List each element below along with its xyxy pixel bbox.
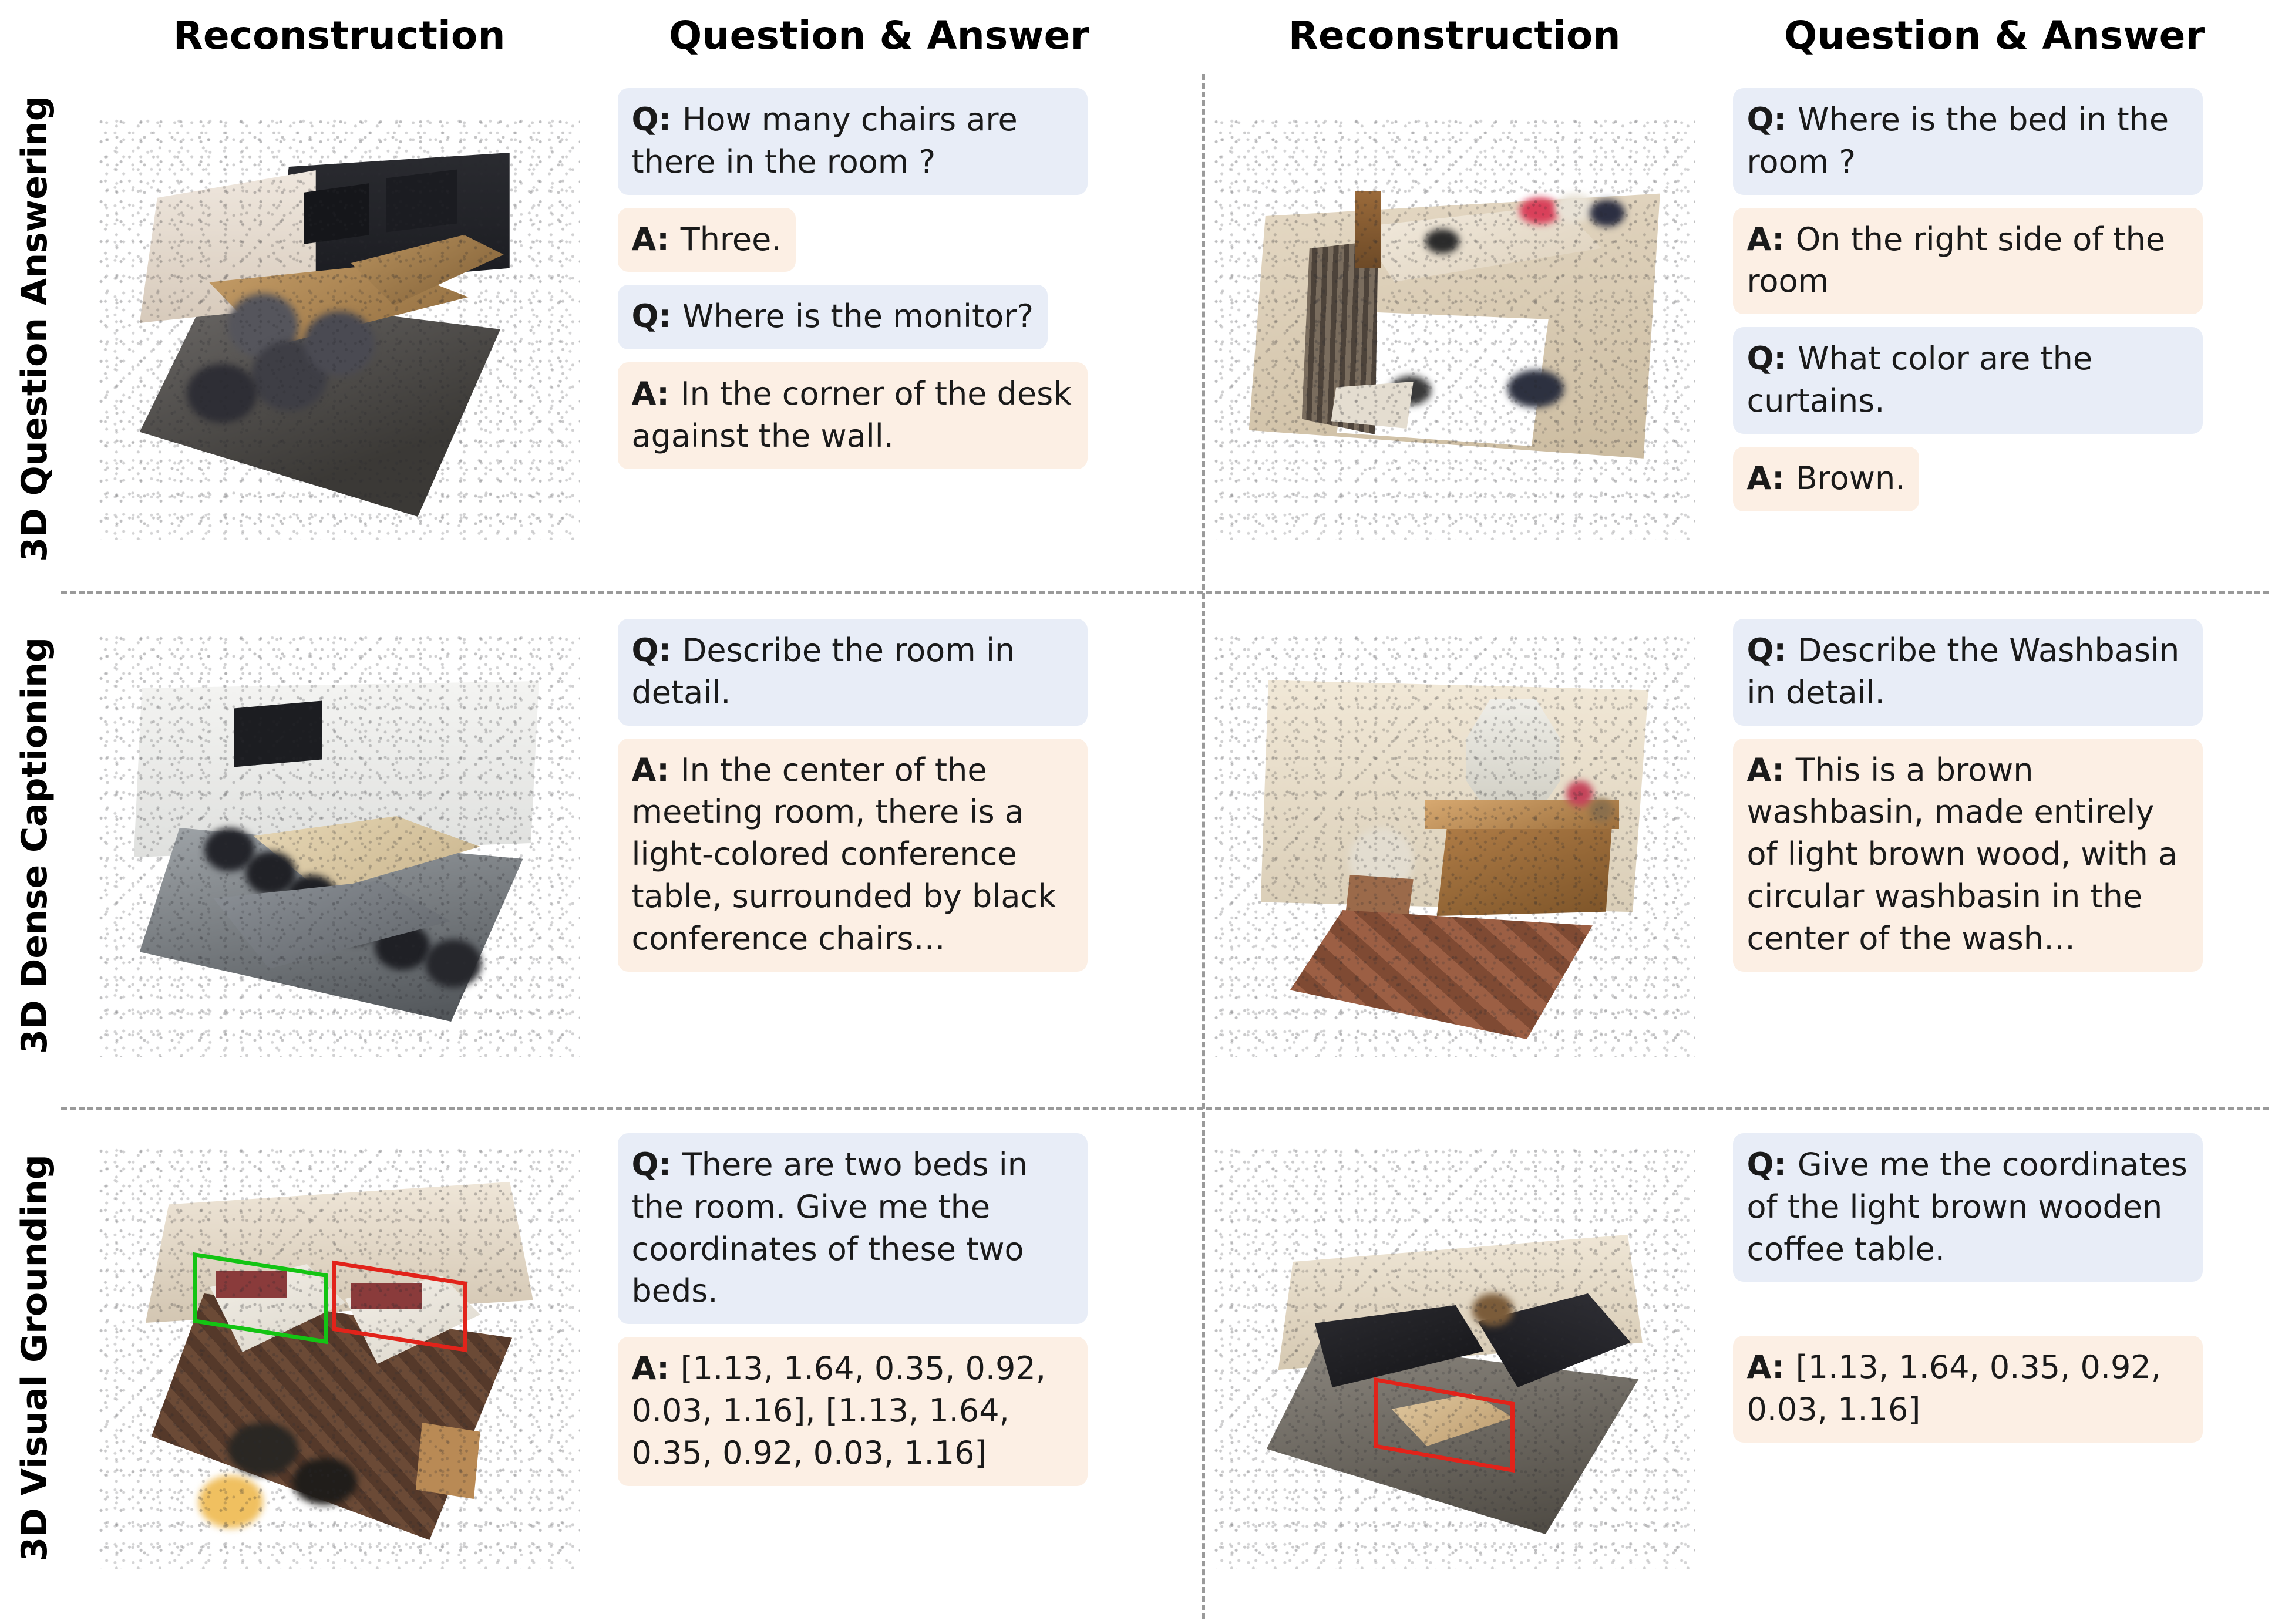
point-cloud-meeting-room — [99, 634, 580, 1057]
a-tag: A: — [631, 375, 681, 413]
qa-meeting-room — [610, 587, 1150, 1104]
row-label-cell-qa — [0, 70, 69, 587]
header-reconstruction-left: Reconstruction — [173, 12, 506, 58]
a-text: Three. — [680, 220, 782, 258]
column-gap — [1149, 1104, 1184, 1612]
q-text: Describe the room in detail. — [631, 632, 1015, 711]
answer-bubble — [1733, 1336, 2203, 1443]
q-text: Describe the Washbasin in detail. — [1746, 632, 2180, 711]
header-qa-right: Question & Answer — [1784, 12, 2205, 58]
examples-grid — [0, 70, 2264, 1612]
qa-bedroom — [1725, 70, 2265, 587]
qa-living-room — [1725, 1104, 2265, 1612]
answer-bubble — [618, 739, 1088, 972]
q-text: Give me the coordinates of the light brown wooden coffee table. — [1746, 1146, 2188, 1268]
point-cloud-two-beds-room — [99, 1147, 580, 1569]
question-bubble — [618, 88, 1088, 195]
a-text: This is a brown washbasin, made entirely of light brown wood, with a circular washbasin in the center of the wash… — [1746, 751, 2178, 957]
answer-bubble — [618, 1337, 1088, 1485]
question-bubble — [618, 1133, 1088, 1324]
qa-two-beds-room — [610, 1104, 1150, 1612]
q-tag: Q: — [631, 298, 682, 335]
column-headers — [0, 0, 2264, 70]
question-bubble — [618, 619, 1088, 726]
point-cloud-office-room — [99, 117, 580, 540]
q-text: What color are the curtains. — [1746, 340, 2093, 420]
column-gap — [1149, 587, 1184, 1104]
a-tag: A: — [1746, 459, 1796, 497]
row-label-3d-visual-grounding: 3D Visual Grounding — [14, 1154, 55, 1562]
column-gap — [1149, 70, 1184, 587]
header-qa-left: Question & Answer — [669, 12, 1090, 58]
question-bubble — [1733, 1133, 2203, 1282]
row-label-3d-question-answering: 3D Question Answering — [14, 96, 55, 562]
a-text: [1.13, 1.64, 0.35, 0.92, 0.03, 1.16], [1.13, 1.64, 0.35, 0.92, 0.03, 1.16] — [631, 1350, 1046, 1471]
a-tag: A: — [1746, 1349, 1796, 1386]
q-tag: Q: — [1746, 340, 1798, 378]
a-tag: A: — [631, 751, 681, 789]
header-reconstruction-right: Reconstruction — [1288, 12, 1621, 58]
a-text: In the corner of the desk against the wall. — [631, 375, 1072, 455]
q-text: Where is the monitor? — [682, 298, 1034, 335]
row-separator-2 — [61, 1107, 2269, 1110]
a-text: [1.13, 1.64, 0.35, 0.92, 0.03, 1.16] — [1746, 1349, 2161, 1428]
a-text: In the center of the meeting room, there is a light-colored conference table, surrounded by black conference chairs… — [631, 751, 1056, 957]
a-tag: A: — [631, 220, 681, 258]
a-tag: A: — [1746, 751, 1796, 789]
q-text: Where is the bed in the room ? — [1746, 101, 2169, 180]
a-tag: A: — [631, 1350, 681, 1387]
q-tag: Q: — [1746, 1146, 1798, 1183]
reconstruction-bedroom — [1184, 70, 1725, 587]
q-tag: Q: — [1746, 101, 1798, 138]
qa-office-room — [610, 70, 1150, 587]
answer-bubble — [1733, 739, 2203, 972]
row-label-cell-grounding — [0, 1104, 69, 1612]
reconstruction-two-beds-room — [69, 1104, 610, 1612]
a-text: Brown. — [1795, 459, 1906, 497]
q-tag: Q: — [631, 101, 682, 138]
question-bubble — [1733, 327, 2203, 434]
point-cloud-bedroom — [1214, 117, 1695, 540]
answer-bubble — [618, 362, 1088, 469]
row-label-cell-captioning — [0, 587, 69, 1104]
row-separator-1 — [61, 591, 2269, 594]
reconstruction-living-room — [1184, 1104, 1725, 1612]
point-cloud-living-room — [1214, 1147, 1695, 1569]
answer-bubble — [1733, 447, 1920, 511]
reconstruction-meeting-room — [69, 587, 610, 1104]
question-bubble — [1733, 619, 2203, 726]
point-cloud-bathroom — [1214, 634, 1695, 1057]
question-bubble — [618, 285, 1048, 349]
q-tag: Q: — [631, 632, 682, 669]
reconstruction-office-room — [69, 70, 610, 587]
q-tag: Q: — [631, 1146, 682, 1183]
answer-bubble — [618, 208, 796, 272]
a-text: On the right side of the room — [1746, 220, 2166, 300]
column-separator — [1202, 74, 1205, 1619]
answer-bubble — [1733, 208, 2203, 315]
q-text: How many chairs are there in the room ? — [631, 101, 1018, 180]
q-tag: Q: — [1746, 632, 1798, 669]
qa-bathroom — [1725, 587, 2265, 1104]
row-label-3d-dense-captioning: 3D Dense Captioning — [14, 637, 55, 1054]
question-bubble — [1733, 88, 2203, 195]
reconstruction-bathroom — [1184, 587, 1725, 1104]
q-text: There are two beds in the room. Give me the coordinates of these two beds. — [631, 1146, 1028, 1310]
a-tag: A: — [1746, 220, 1796, 258]
